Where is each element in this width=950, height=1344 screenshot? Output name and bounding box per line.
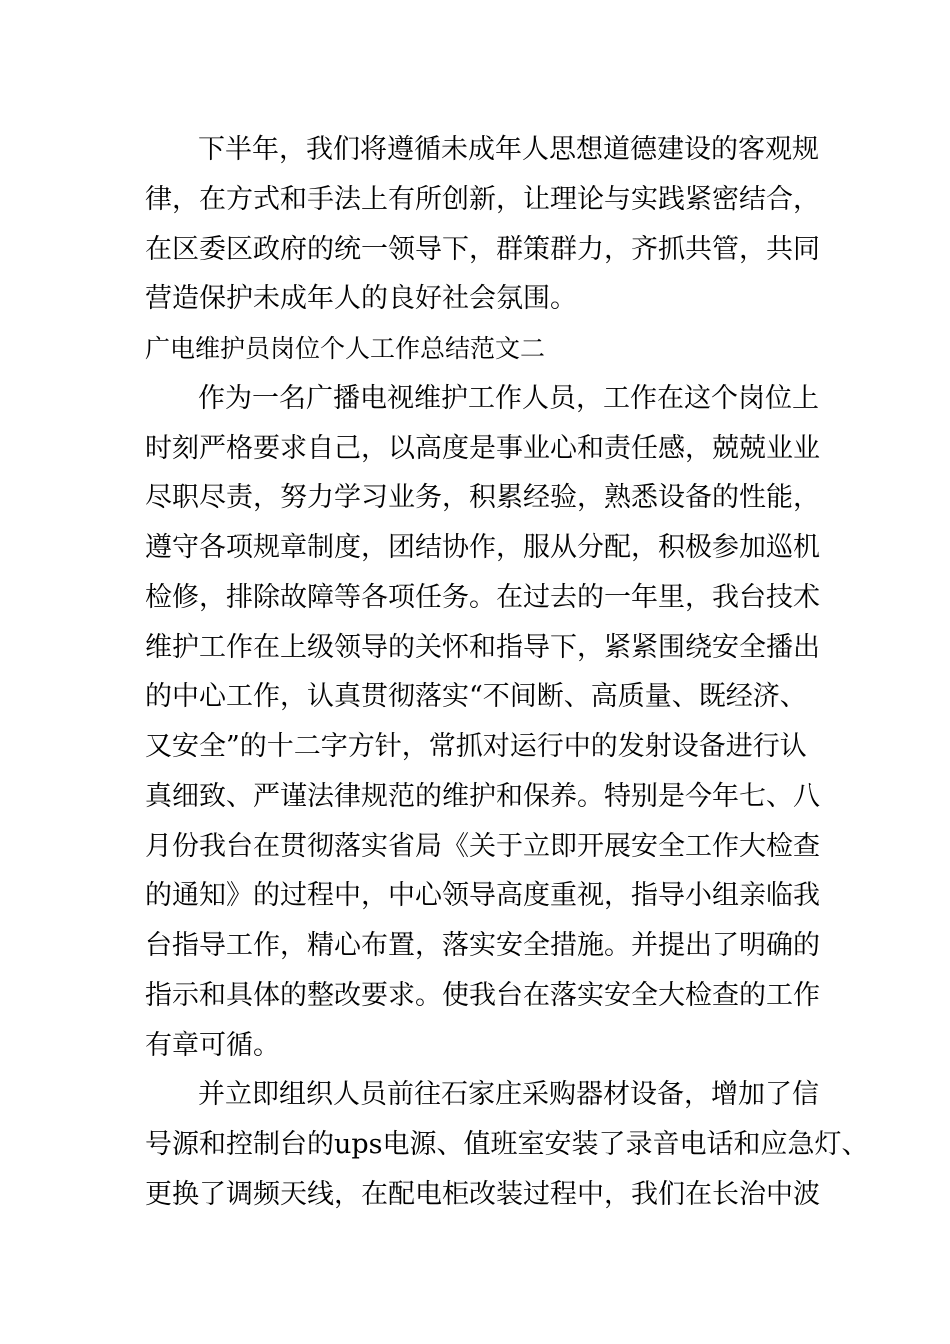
paragraph-1-line-4: 营造保护未成年人的良好社会氛围。 [145,283,577,314]
paragraph-2-line-7: 的中心工作，认真贯彻落实“不间断、高质量、既经济、 [145,681,807,712]
paragraph-2-line-1: 作为一名广播电视维护工作人员，工作在这个岗位上 [198,383,819,414]
paragraph-2-line-2: 时刻严格要求自己，以高度是事业心和责任感，兢兢业业 [145,433,820,464]
paragraph-2-line-14: 有章可循。 [145,1030,280,1061]
paragraph-1-line-2: 律，在方式和手法上有所创新，让理论与实践紧密结合， [145,184,820,215]
section-heading: 广电维护员岗位个人工作总结范文二 [145,334,546,363]
paragraph-2-line-4: 遵守各项规章制度，团结协作，服从分配，积极参加巡机 [145,532,820,563]
paragraph-2-line-10: 月份我台在贯彻落实省局《关于立即开展安全工作大检查 [145,831,820,862]
paragraph-2-line-11: 的通知》的过程中，中心领导高度重视，指导小组亲临我 [145,880,820,911]
paragraph-2-line-6: 维护工作在上级领导的关怀和指导下，紧紧围绕安全播出 [145,632,820,663]
paragraph-1-line-1: 下半年，我们将遵循未成年人思想道德建设的客观规 [198,134,819,165]
paragraph-2-line-9: 真细致、严谨法律规范的维护和保养。特别是今年七、八 [145,781,820,812]
paragraph-2-line-8: 又安全”的十二字方针，常抓对运行中的发射设备进行认 [145,731,807,762]
paragraph-2-line-5: 检修，排除故障等各项任务。在过去的一年里，我台技术 [145,582,820,613]
paragraph-3-line-1: 并立即组织人员前往石家庄采购器材设备，增加了信 [198,1079,819,1110]
paragraph-3-line-3: 更换了调频天线，在配电柜改装过程中，我们在长治中波 [145,1179,820,1210]
paragraph-1-line-3: 在区委区政府的统一领导下，群策群力，齐抓共管，共同 [145,234,820,265]
paragraph-3-line-2: 号源和控制台的ups电源、值班室安装了录音电话和应急灯、 [145,1129,869,1160]
paragraph-2-line-13: 指示和具体的整改要求。使我台在落实安全大检查的工作 [145,980,820,1011]
paragraph-2-line-12: 台指导工作，精心布置，落实安全措施。并提出了明确的 [145,930,820,961]
paragraph-2-line-3: 尽职尽责，努力学习业务，积累经验，熟悉设备的性能， [145,482,820,513]
